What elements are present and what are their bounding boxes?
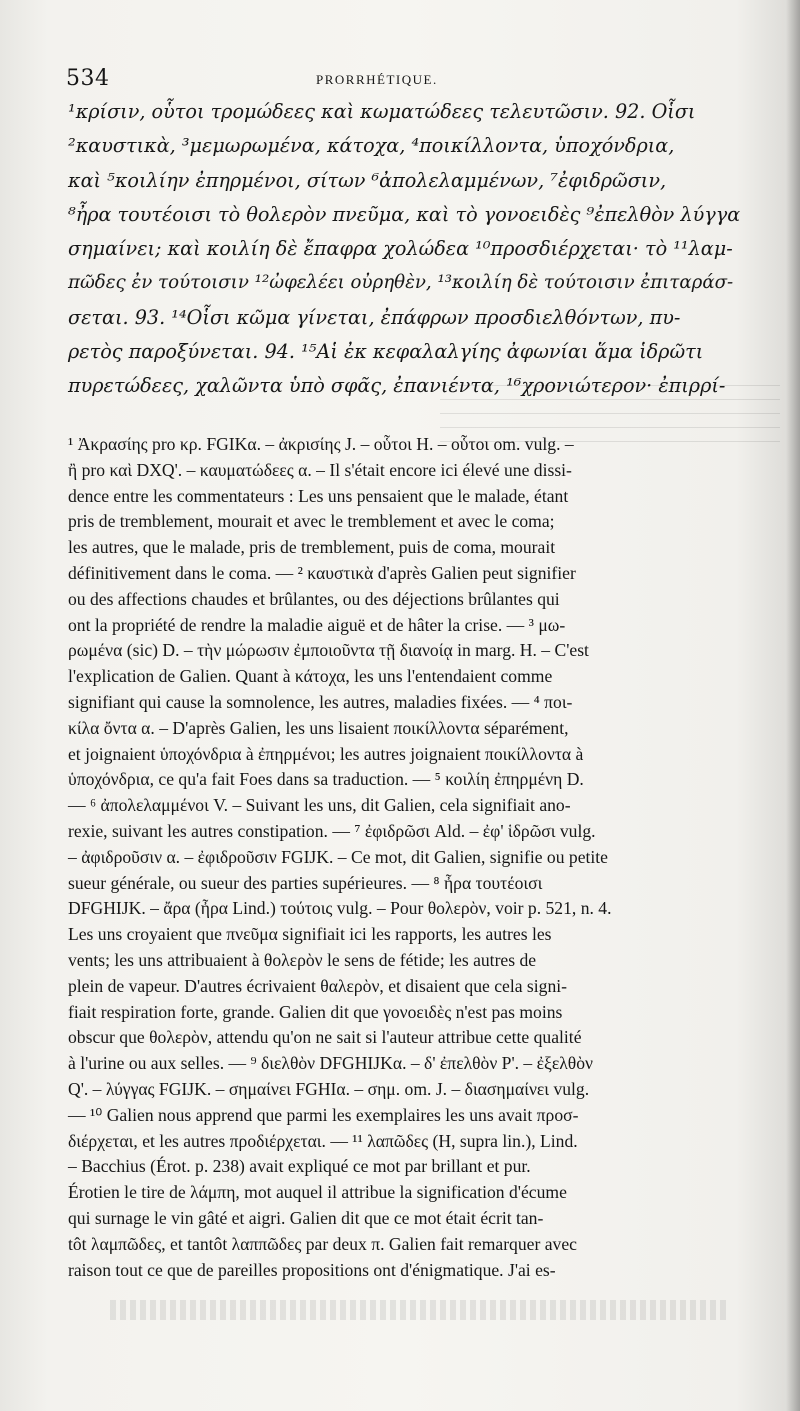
footnote-line: DFGHIJK. – ἄρα (ἦρα Lind.) τούτοις vulg. – Pour θολερὸν, voir p. 521, n. 4. <box>68 898 612 919</box>
greek-line: καὶ ⁵κοιλίην ἐπηρμένοι, σίτων ⁶ἀπολελαμμένων, ⁷ἐφιδρῶσιν, <box>68 168 667 192</box>
page-gutter-shadow <box>786 0 800 1411</box>
footnote-line: dence entre les commentateurs : Les uns pensaient que le malade, étant <box>68 485 569 506</box>
footnote-line: tôt λαμπῶδες, et tantôt λαππῶδες par deux π. Galien fait remarquer avec <box>68 1233 577 1254</box>
footnote-line: les autres, que le malade, pris de tremblement, puis de coma, mourait <box>68 537 556 558</box>
footnote-line: — ¹⁰ Galien nous apprend que parmi les exemplaires les uns avait προσ- <box>68 1104 579 1125</box>
footnote-line: – ἀφιδροῦσιν α. – ἐφιδροῦσιν FGIJK. – Ce mot, dit Galien, signifie ou petite <box>68 846 608 867</box>
greek-line: ⁸ἦρα τουτέοισι τὸ θολερὸν πνεῦμα, καὶ τὸ γονοειδὲς ⁹ἐπελθὸν λύγγα <box>68 202 741 226</box>
footnote-line: obscur que θολερὸν, attendu qu'on ne sait si l'auteur attribue cette qualité <box>68 1027 582 1048</box>
footnote-line: l'explication de Galien. Quant à κάτοχα, les uns l'entendaient comme <box>68 666 553 687</box>
page-header <box>66 66 716 96</box>
greek-line: ρετὸς παροξύνεται. 94. ¹⁵Αἱ ἐκ κεφαλαλγίης ἀφωνίαι ἅμα ἱδρῶτι <box>68 340 704 364</box>
footnote-line: Érotien le tire de λάμπη, mot auquel il attribue la signification d'écume <box>68 1182 567 1203</box>
footnote-line: fiait respiration forte, grande. Galien dit que γονοειδὲς n'est pas moins <box>68 1001 563 1022</box>
greek-line: πυρετώδεες, χαλῶντα ὑπὸ σφᾶς, ἐπανιέντα, ¹⁶χρονιώτερον· ἐπιρρί- <box>68 374 726 398</box>
greek-line: πῶδες ἐν τούτοισιν ¹²ὠφελέει οὐρηθὲν, ¹³κοιλίη δὲ τούτοισιν ἐπιταράσ- <box>68 272 734 294</box>
footnote-line: ou des affections chaudes et brûlantes, ou des déjections brûlantes qui <box>68 588 560 609</box>
greek-line: σεται. 93. ¹⁴Οἷσι κῶμα γίνεται, ἐπάφρων προσδιελθόντων, πυ- <box>68 305 681 329</box>
footnote-line: définitivement dans le coma. — ² καυστικὰ d'après Galien peut signifier <box>68 562 576 583</box>
footnote-line: ὑποχόνδρια, ce qu'a fait Foes dans sa traduction. — ⁵ κοιλίη ἐπηρμένη D. <box>68 769 584 790</box>
page-number: 534 <box>66 66 110 91</box>
show-through-text-bottom <box>110 1300 730 1320</box>
footnote-line: pris de tremblement, mourait et avec le tremblement et avec le coma; <box>68 511 555 532</box>
footnote-line: Q'. – λύγγας FGIJK. – σημαίνει FGHIα. – σημ. om. J. – διασημαίνει vulg. <box>68 1078 590 1099</box>
greek-line: σημαίνει; καὶ κοιλίη δὲ ἔπαφρα χολώδεα ¹⁰προσδιέρχεται· τὸ ¹¹λαμ- <box>68 237 733 261</box>
footnote-line: plein de vapeur. D'autres écrivaient θαλερὸν, et disaient que cela signi- <box>68 975 568 996</box>
footnote-line: κίλα ὄντα α. – D'après Galien, les uns lisaient ποικίλλοντα séparément, <box>68 717 569 738</box>
footnote-line: – Bacchius (Érot. p. 238) avait expliqué ce mot par brillant et pur. <box>68 1156 531 1177</box>
footnote-line: — ⁶ ἀπολελαμμένοι V. – Suivant les uns, dit Galien, cela signifiait ano- <box>68 795 571 816</box>
footnote-line: ρωμένα (sic) D. – τὴν μώρωσιν ἐμποιοῦντα τῇ διανοίᾳ in marg. H. – C'est <box>68 640 589 661</box>
running-title: PRORRHÉTIQUE. <box>316 72 438 87</box>
section-divider <box>68 405 740 406</box>
footnotes <box>68 432 740 1283</box>
footnote-line: qui surnage le vin gâté et aigri. Galien dit que ce mot était écrit tan- <box>68 1207 544 1228</box>
footnote-line: signifiant qui cause la somnolence, les autres, maladies fixées. — ⁴ ποι- <box>68 691 573 712</box>
footnote-line: ont la propriété de rendre la maladie aiguë et de hâter la crise. — ³ μω- <box>68 614 566 635</box>
footnote-line: et joignaient ὑποχόνδρια à ἐπηρμένοι; les autres joignaient ποικίλλοντα à <box>68 743 584 764</box>
footnote-line: ¹ Ἀκρασίης pro κρ. FGIKα. – ἀκρισίης J. – οὗτοι H. – οὗτοι om. vulg. – <box>68 434 574 454</box>
footnote-line: ἢ pro καὶ DXQ'. – καυματώδεες α. – Il s'était encore ici élevé une dissi- <box>68 459 572 480</box>
footnote-line: vents; les uns attribuaient à θολερὸν le sens de fétide; les autres de <box>68 949 537 970</box>
greek-line: ²καυστικὰ, ³μεμωρωμένα, κάτοχα, ⁴ποικίλλοντα, ὑποχόνδρια, <box>68 134 675 158</box>
footnote-line: raison tout ce que de pareilles propositions ont d'énigmatique. J'ai es- <box>68 1259 556 1280</box>
footnote-line: sueur générale, ou sueur des parties supérieures. — ⁸ ἦρα τουτέοισι <box>68 872 543 893</box>
footnote-line: à l'urine ou aux selles. — ⁹ διελθὸν DFGHIJKα. – δ' ἐπελθὸν P'. – ἐξελθὸν <box>68 1053 593 1074</box>
footnote-line: rexie, suivant les autres constipation. — ⁷ ἐφιδρῶσι Ald. – ἐφ' ἱδρῶσι vulg. <box>68 820 596 841</box>
greek-main-text <box>68 95 740 404</box>
footnote-line: Les uns croyaient que πνεῦμα signifiait ici les rapports, les autres les <box>68 924 552 945</box>
footnote-line: διέρχεται, et les autres προδιέρχεται. — ¹¹ λαπῶδες (H, supra lin.), Lind. <box>68 1130 578 1151</box>
greek-line: ¹κρίσιν, οὗτοι τρομώδεες καὶ κωματώδεες τελευτῶσιν. 92. Οἷσι <box>68 100 696 123</box>
